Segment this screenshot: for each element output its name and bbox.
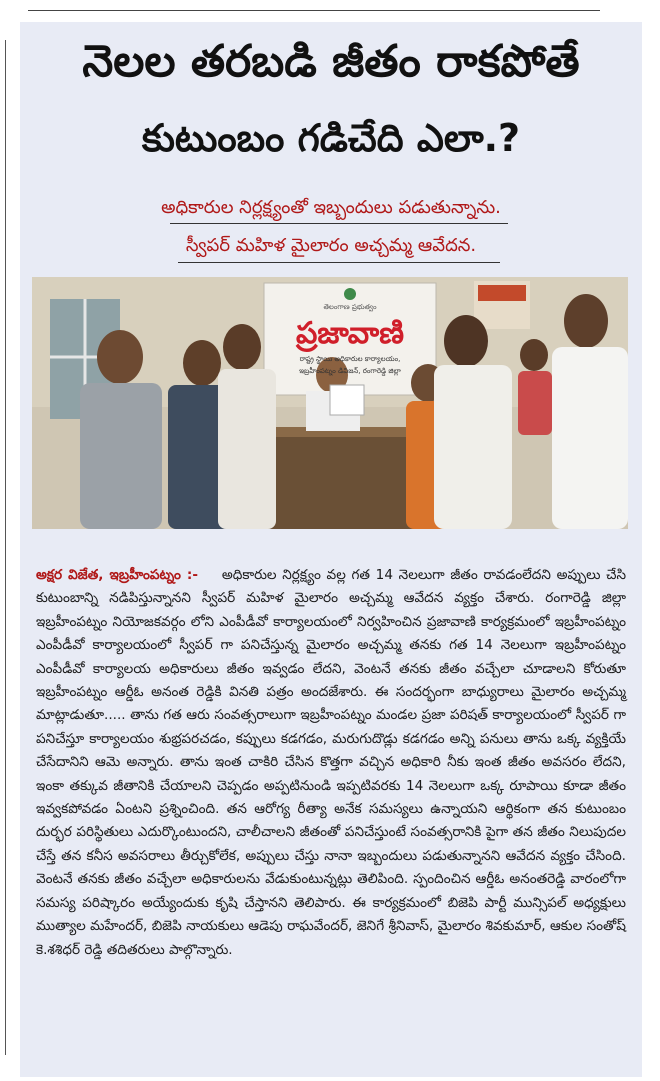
deck-underline-1	[170, 223, 508, 224]
headline-line-1: నెలల తరబడి జీతం రాకపోతే	[82, 36, 580, 87]
article-body-text: అధికారుల నిర్లక్ష్యం వల్ల గత 14 నెలలుగా జీతం రావడంలేదని అప్పులు చేసి కుటుంబాన్ని నడిపిస్తున్నానని స్వీపర్ మహిళ మైలారం అచ్చమ్మ ఆవేదన వ్యక్తం చేశారు. రంగారెడ్డి జిల్లా ఇబ్రహీంపట్నం నియోజకవర్గం లోని ఎంపీడీవో కార్యాలయంలో నిర్వహించిన ప్రజావాణి కార్యక్రమంలో ఇబ్రహీంపట్నం ఎంపీడీవో కార్యాలయంలో స్వీపర్ గా పనిచేస్తున్న మైలారం అచ్చమ్మ తనకు గత 14 నెలలుగా ఇబ్రహీంపట్నం ఎంపీడీవో కార్యాలయ అధికారులు జీతం ఇవ్వడం లేదని, వెంటనే తనకు జీతం వచ్చేలా చూడాలని కోరుతూ ఇబ్రహీంపట్నం ఆర్డీఓ అనంత రెడ్డికి వినతి పత్రం అందజేశారు. ఈ సందర్భంగా బాధ్యురాలు మైలారం అచ్చమ్మ మాట్లాడుతూ..... తాను గత ఆరు సంవత్సరాలుగా ఇబ్రహీంపట్నం మండల ప్రజా పరిషత్ కార్యాలయంలో స్వీపర్ గా పనిచేస్తూ కార్యాలయం శుభ్రపరచడం, కప్పులు కడగడం, మరుగుదొడ్లు కడగడం అన్ని పనులు తాను ఒక్క వ్యక్తియే చేసేదానిని ఆమె అన్నారు. తాను ఇంత చాకిరి చేసిన కొత్తగా వచ్చిన అధికారి నీకు ఇంత జీతం అవసరం లేదని, ఇంకా తక్కువ జీతానికి చేయాలని చెప్పడం అప్పటినుండి ఇప్పటివరకు 14 నెలలుగా ఒక్క రూపాయి కూడా జీతం ఇవ్వకపోవడం ఏంటని ప్రశ్నించింది. తన ఆరోగ్య రీత్యా అనేక సమస్యలు ఉన్నాయని ఆర్థికంగా తన కుటుంబం దుర్భర పరిస్థితులు ఎదుర్కొంటుందని, చాలీచాలని జీతంతో పనిచేస్తుంటే సంవత్సరానికి పైగా తన జీతం నిలుపుదల చేస్తే తన కనీస అవసరాలు తీర్చుకోలేక, అప్పులు చేస్తు నానా ఇబ్బందులు పడుతున్నానని ఆవేదన వ్యక్తం చేసింది. వెంటనే తనకు జీతం వచ్చేలా అధికారులను వేడుకుంటున్నట్లు తెలిపింది. స్పందించిన ఆర్డీఓ అనంతరెడ్డి వారంలోగా సమస్య పరిష్కారం అయ్యేందుకు కృషి చేస్తానని తెలిపారు. ఈ కార్యక్రమంలో బిజెపి పార్టీ మున్సిపల్ అధ్యక్షులు ముత్యాల మహేందర్, బిజెపి నాయకులు ఆడెపు రాఘవేందర్, జెనిగే శ్రీనివాస్, మైలారం శివకుమార్, ఆకుల సంతోష్ కె.శశిధర్ రెడ్డి తదితరులు పాల్గొన్నారు.	[36, 567, 626, 958]
headline-line-2: కుటుంబం గడిచేది ఎలా.?	[141, 116, 521, 160]
article-body	[36, 564, 626, 962]
deck-line-1: అధికారుల నిర్లక్ష్యంతో ఇబ్బందులు పడుతున్నాను.	[161, 197, 501, 218]
svg-text:ప్రజావాణి: ప్రజావాణి	[296, 316, 404, 351]
deck-line-2: స్వీపర్ మహిళ మైలారం అచ్చమ్మ ఆవేదన.	[185, 235, 477, 256]
news-photo	[32, 277, 628, 529]
news-clipping	[20, 22, 642, 1077]
svg-text:రాష్ట్ర స్థాయి అధికారుల కార్యా: రాష్ట్ర స్థాయి అధికారుల కార్యాలయం,	[299, 355, 401, 363]
svg-text:తెలంగాణ ప్రభుత్వం: తెలంగాణ ప్రభుత్వం	[323, 303, 377, 311]
top-rule	[28, 10, 600, 11]
deck-underline-2	[178, 262, 500, 263]
svg-text:ఇబ్రహీంపట్నం డివిజన్, రంగారెడ్: ఇబ్రహీంపట్నం డివిజన్, రంగారెడ్డి జిల్లా	[299, 367, 401, 375]
left-rule	[5, 40, 6, 1055]
byline: అక్షర విజేత, ఇబ్రహీంపట్నం :-	[36, 567, 217, 583]
